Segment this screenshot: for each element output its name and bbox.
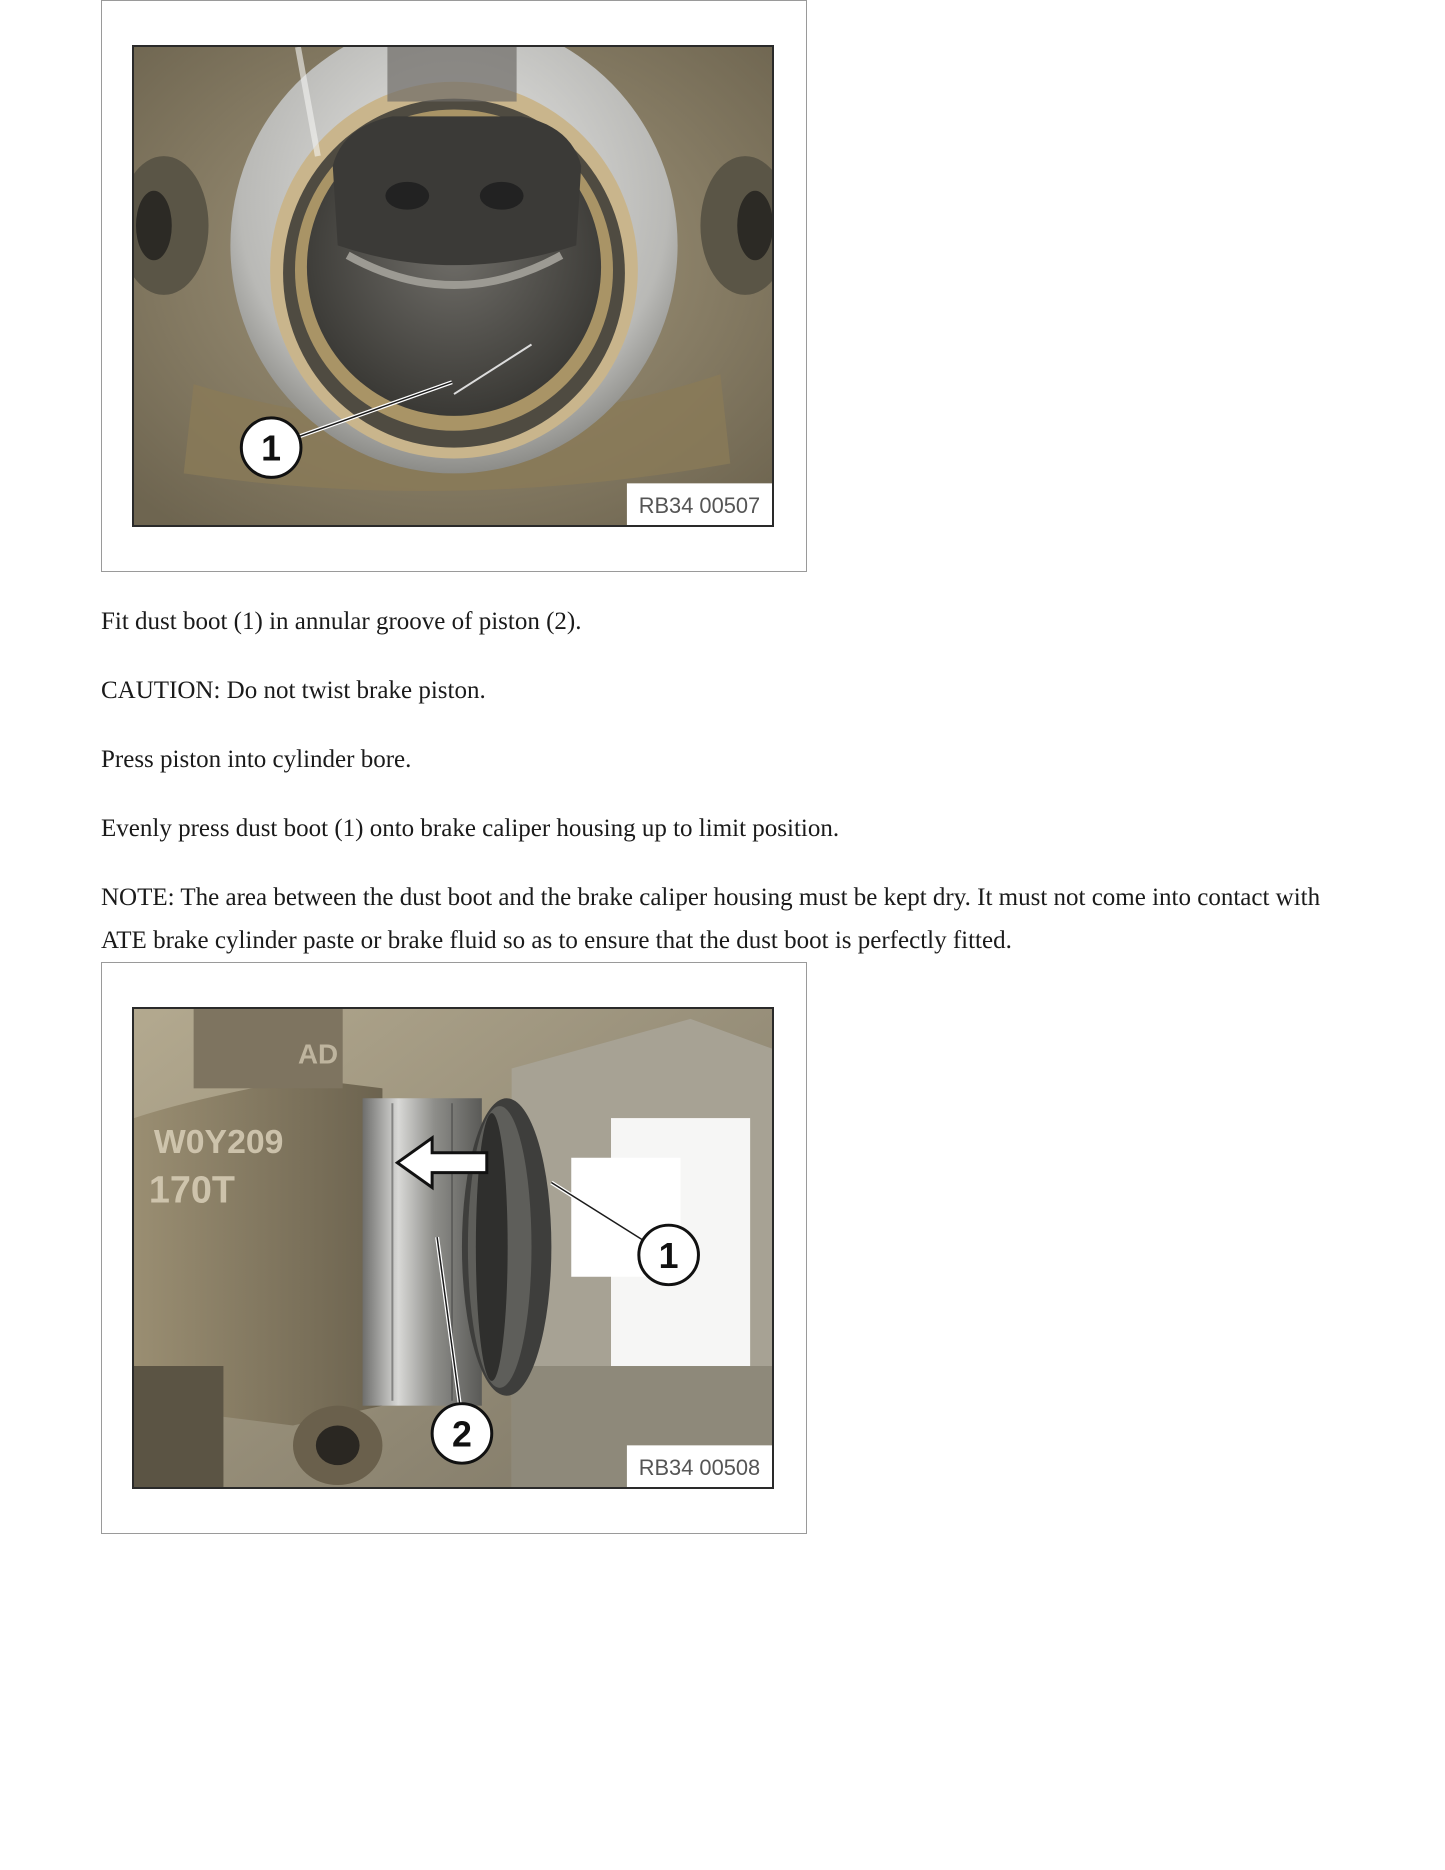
- housing-marking-3: AD: [297, 1038, 339, 1070]
- figure-frame: [101, 0, 807, 572]
- note-keep-dry: NOTE: The area between the dust boot and the brake caliper housing must be kept dry. It must not come into contact with ATE brake cylinder paste or brake fluid so as to ensure that the dust boot is perfectly fitted.: [101, 884, 1321, 954]
- caliper-bore-photo: [132, 45, 774, 527]
- callout-1-label: 1: [261, 428, 282, 469]
- instruction-fit-dust-boot: Fit dust boot (1) in annular groove of piston (2).: [101, 608, 582, 635]
- image-reference-code: RB34 00507: [638, 493, 761, 519]
- image-reference-label: [627, 483, 772, 525]
- caution-note: CAUTION: Do not twist brake piston.: [101, 677, 486, 704]
- housing-marking-2: 170T: [148, 1168, 235, 1211]
- callout-1-label: 1: [658, 1235, 679, 1276]
- piston-install-illustration: [134, 1009, 772, 1487]
- instruction-press-dust-boot: Evenly press dust boot (1) onto brake caliper housing up to limit position.: [101, 815, 840, 842]
- figure-frame: [101, 962, 807, 1534]
- image-reference-label: [627, 1445, 772, 1487]
- callout-2-label: 2: [451, 1414, 472, 1455]
- image-reference-code: RB34 00508: [638, 1455, 761, 1481]
- instruction-press-piston: Press piston into cylinder bore.: [101, 746, 412, 773]
- piston-install-photo: [132, 1007, 774, 1489]
- housing-marking-1: W0Y209: [153, 1122, 284, 1161]
- caliper-bore-illustration: [134, 47, 772, 525]
